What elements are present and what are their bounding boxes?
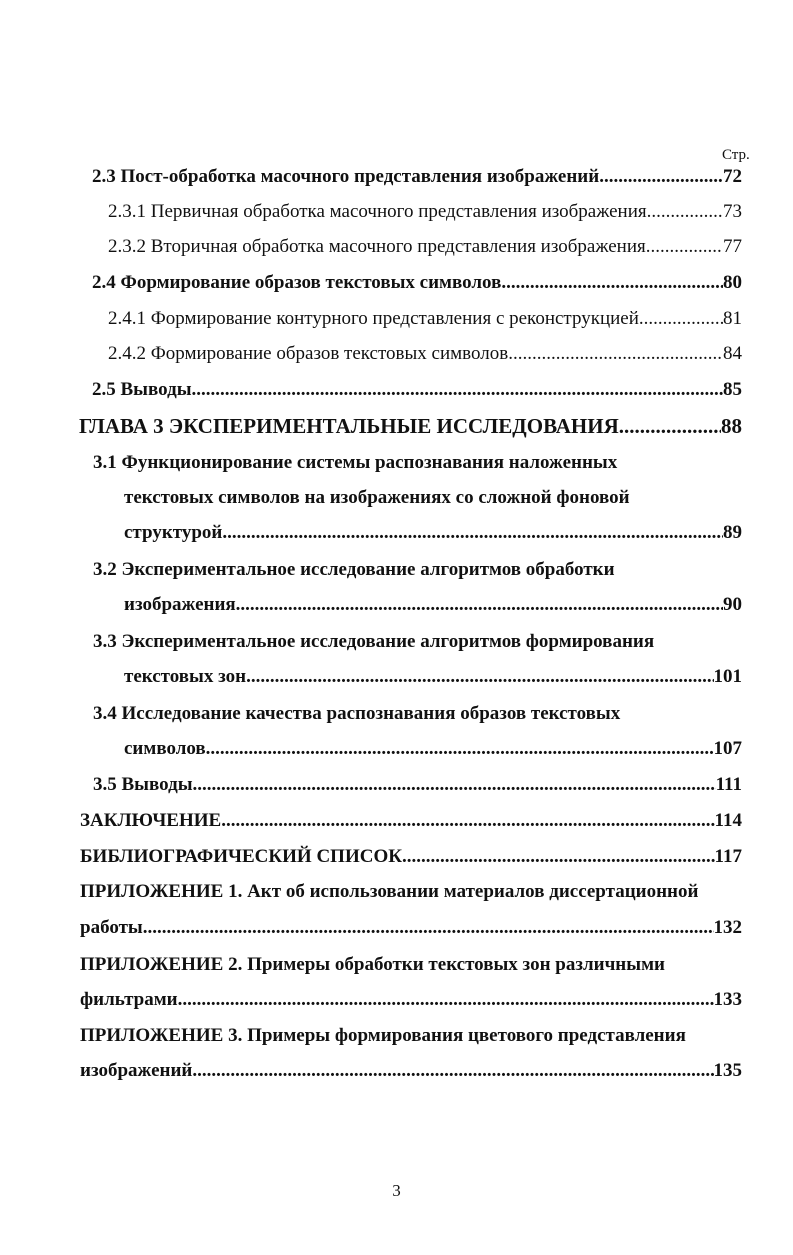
toc-entry-page: 107 <box>713 738 742 759</box>
toc-entry-title: 2.4.1 Формирование контурного представления с реконструкцией <box>108 308 639 329</box>
toc-entry-page: 88 <box>721 414 742 438</box>
toc-entry-2-3[interactable] <box>92 162 742 192</box>
toc-entry-page: 85 <box>723 379 742 400</box>
toc-entry-page: 114 <box>714 810 742 831</box>
toc-entry-2-3-1[interactable] <box>108 197 742 227</box>
toc-entry-title: 3.5 Выводы <box>93 774 193 795</box>
leader-dots <box>599 162 723 192</box>
toc-entry-3-3-line1: 3.3 Экспериментальное исследование алгоритмов формирования <box>93 631 655 652</box>
toc-entry-appendix-3-line1: ПРИЛОЖЕНИЕ 3. Примеры формирования цветового представления <box>80 1025 686 1046</box>
toc-entry-appendix-2[interactable] <box>80 985 742 1015</box>
toc-entry-title: ЗАКЛЮЧЕНИЕ <box>80 810 222 831</box>
toc-entry-3-2-line1: 3.2 Экспериментальное исследование алгоритмов обработки <box>93 559 615 580</box>
toc-entry-appendix-3[interactable] <box>80 1056 742 1086</box>
toc-entry-title: 2.3.1 Первичная обработка масочного представления изображения <box>108 201 647 222</box>
toc-entry-2-5[interactable] <box>92 375 742 405</box>
leader-dots <box>646 232 723 262</box>
leader-dots <box>143 913 714 943</box>
toc-entry-title: 2.4 Формирование образов текстовых символов <box>92 272 502 293</box>
toc-entry-page: 73 <box>723 201 742 222</box>
page-number: 3 <box>392 1181 401 1200</box>
leader-dots <box>501 268 723 298</box>
toc-entry-page: 89 <box>723 522 742 543</box>
toc-entry-title: 2.3 Пост-обработка масочного представления изображений <box>92 166 600 187</box>
toc-entry-title: изображения <box>124 594 236 615</box>
toc-entry-3-1-line1: 3.1 Функционирование системы распознавания наложенных <box>93 452 618 473</box>
toc-entry-title: фильтрами <box>80 989 178 1010</box>
leader-dots <box>619 411 721 441</box>
toc-entry-title: изображений <box>80 1060 193 1081</box>
leader-dots <box>192 1056 713 1086</box>
toc-entry-title: 2.5 Выводы <box>92 379 192 400</box>
toc-entry-appendix-1[interactable] <box>80 913 742 943</box>
leader-dots <box>508 339 723 369</box>
toc-entry-title: БИБЛИОГРАФИЧЕСКИЙ СПИСОК <box>80 846 403 867</box>
page-column-label: Стр. <box>722 147 750 163</box>
toc-entry-page: 101 <box>713 666 742 687</box>
toc-entry-3-3[interactable] <box>124 662 742 692</box>
leader-dots <box>647 197 723 227</box>
leader-dots <box>178 985 714 1015</box>
leader-dots <box>236 590 723 620</box>
toc-entry-page: 80 <box>723 272 742 293</box>
leader-dots <box>221 806 714 836</box>
toc-entry-3-1-line2: текстовых символов на изображениях со сложной фоновой <box>124 487 630 508</box>
toc-entry-page: 111 <box>715 774 742 795</box>
toc-entry-appendix-1-line1: ПРИЛОЖЕНИЕ 1. Акт об использовании материалов диссертационной <box>80 881 699 902</box>
leader-dots <box>193 770 716 800</box>
toc-entry-page: 77 <box>723 236 742 257</box>
leader-dots <box>402 842 715 872</box>
toc-entry-2-3-2[interactable] <box>108 232 742 262</box>
toc-entry-title: ГЛАВА 3 ЭКСПЕРИМЕНТАЛЬНЫЕ ИССЛЕДОВАНИЯ <box>79 414 619 438</box>
toc-entry-page: 135 <box>713 1060 742 1081</box>
toc-entry-2-4[interactable] <box>92 268 742 298</box>
toc-entry-3-4-line1: 3.4 Исследование качества распознавания образов текстовых <box>93 703 621 724</box>
toc-entry-page: 117 <box>714 846 742 867</box>
toc-entry-2-4-1[interactable] <box>108 304 742 334</box>
toc-entry-title: 2.3.2 Вторичная обработка масочного представления изображения <box>108 236 646 257</box>
toc-entry-bibliography[interactable] <box>80 842 742 872</box>
toc-entry-page: 84 <box>723 343 742 364</box>
leader-dots <box>192 375 723 405</box>
toc-entry-title: 2.4.2 Формирование образов текстовых символов <box>108 343 509 364</box>
toc-entry-page: 90 <box>723 594 742 615</box>
toc-entry-3-5[interactable] <box>93 770 742 800</box>
toc-entry-appendix-2-line1: ПРИЛОЖЕНИЕ 2. Примеры обработки текстовых зон различными <box>80 954 665 975</box>
toc-entry-page: 72 <box>723 166 742 187</box>
toc-entry-3-1[interactable] <box>124 518 742 548</box>
toc-entry-page: 133 <box>713 989 742 1010</box>
toc-entry-conclusion[interactable] <box>80 806 742 836</box>
toc-entry-page: 132 <box>713 917 742 938</box>
toc-entry-3-4[interactable] <box>124 734 742 764</box>
toc-entry-page: 81 <box>723 308 742 329</box>
toc-entry-title: работы <box>80 917 143 938</box>
leader-dots <box>206 734 714 764</box>
toc-entry-chapter-3[interactable] <box>79 411 742 441</box>
toc-entry-title: текстовых зон <box>124 666 247 687</box>
toc-entry-title: символов <box>124 738 206 759</box>
leader-dots <box>639 304 723 334</box>
leader-dots <box>246 662 713 692</box>
toc-entry-2-4-2[interactable] <box>108 339 742 369</box>
toc-entry-3-2[interactable] <box>124 590 742 620</box>
leader-dots <box>222 518 723 548</box>
toc-entry-title: структурой <box>124 522 223 543</box>
